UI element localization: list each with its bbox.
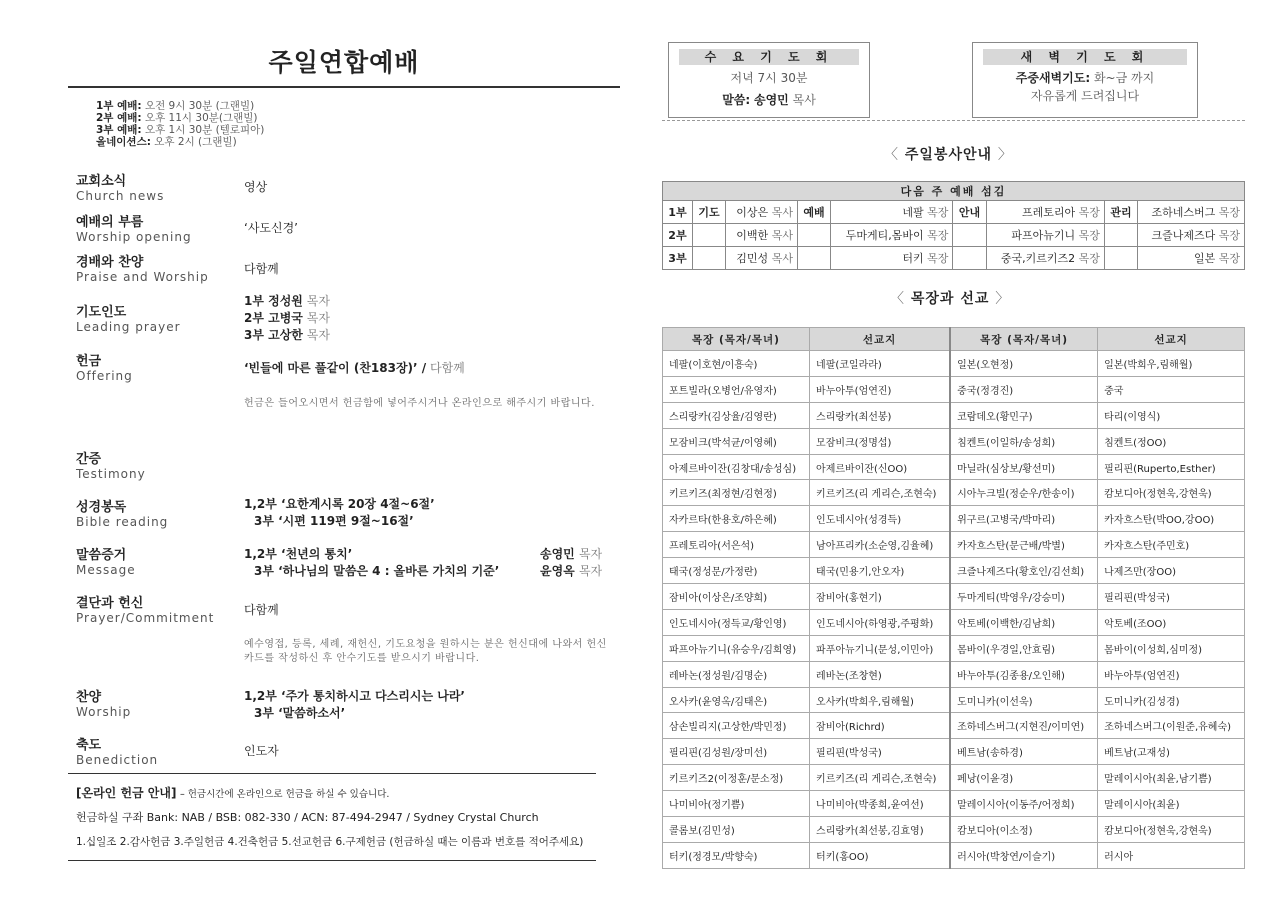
dawn-days: 주중새벽기도: 화~금 까지 [1015,71,1155,85]
mission-cell: 인도네시아(성경득) [810,506,951,532]
table-row: 1부 기도 이상은 목사 예배 네팔 목장 안내 프레토리아 목장 관리 조하네스버그 목장 [663,201,1245,224]
table-row [663,532,1245,558]
section-opening: 예배의 부름 Worship opening [76,215,192,244]
dawn-note: 자유롭게 드려집니다 [1030,89,1140,103]
news-content: 영상 [244,180,268,194]
mission-cell: 러시아 [1098,842,1245,868]
service-time-3: 3부 예배: 오후 1시 30분 (텔로피아) [96,124,265,136]
header-mission: 선교지 [1098,328,1245,351]
group-cell: 레바논(정성원/김명순) [663,661,810,687]
mission-cell: 바누아투(엄연진) [810,376,951,402]
mission-cell: 잠비아(Richrd) [810,713,951,739]
section-message: 말씀증거 Message [76,548,136,577]
service-caption: 다음 주 예배 섬김 [663,182,1245,201]
section-reading: 성경봉독 Bible reading [76,500,169,529]
header-mission: 선교지 [810,328,951,351]
table-row [663,428,1245,454]
dawn-title: 새 벽 기 도 회 [983,49,1187,65]
table-row [663,402,1245,428]
group-cell: 위구르(고병국/박마리) [950,506,1098,532]
group-cell: 조하네스버그(지현진/이미연) [950,713,1098,739]
mission-cell: 일본(박희우,림해월) [1098,351,1245,377]
group-cell: 러시아(박창연/이슬기) [950,842,1098,868]
mission-cell: 도미니카(김성경) [1098,687,1245,713]
commit-note: 예수영접, 등록, 세례, 재헌신, 기도요청을 원하시는 분은 헌신대에 나와서 헌신카드를 작성하신 후 안수기도를 받으시기 바랍니다. [244,639,607,664]
mission-cell: 베트남(고재성) [1098,739,1245,765]
reading-content: 1,2부 ‘요한계시록 20장 4절~6절’ 3부 ‘시편 119편 9절~16절’ [244,497,435,528]
group-cell: 나미비아(정기쁨) [663,791,810,817]
mission-cell: 아제르바이잔(신OO) [810,454,951,480]
table-row [663,739,1245,765]
section-hymn: 찬양 Worship [76,690,132,719]
group-cell: 크즐나제즈다(황호인/김선희) [950,558,1098,584]
table-row [663,376,1245,402]
table-row [663,765,1245,791]
online-account: 헌금하실 구좌 Bank: NAB / BSB: 082-330 / ACN: 87-494-2947 / Sydney Crystal Church [76,811,539,824]
mission-cell: 레바논(조창현) [810,661,951,687]
group-cell: 필리핀(김성원/장미선) [663,739,810,765]
group-cell: 페낭(이윤경) [950,765,1098,791]
group-cell: 도미니카(이선욱) [950,687,1098,713]
service-table [662,181,1245,270]
table-row [663,558,1245,584]
mission-cell: 나미비아(박종희,윤여선) [810,791,951,817]
group-cell: 콜롬보(김민성) [663,817,810,843]
group-cell: 태국(정성문/가정란) [663,558,810,584]
mission-cell: 타리(이영식) [1098,402,1245,428]
group-cell: 시아누크빌(정순우/한송이) [950,480,1098,506]
hymn-content: 1,2부 ‘주가 통치하시고 다스리시는 나라’ 3부 ‘말씀하소서’ [244,689,465,720]
mission-cell: 나제즈만(장OO) [1098,558,1245,584]
mission-cell: 바누아투(엄연진) [1098,661,1245,687]
group-cell: 네팔(이호현/이흥숙) [663,351,810,377]
table-row [663,480,1245,506]
online-types: 1.십일조 2.감사헌금 3.주일헌금 4.건축헌금 5.선교헌금 6.구제헌금 (헌금하실 때는 이름과 번호를 적어주세요) [76,836,584,848]
mission-table [662,327,1245,869]
section-news: 교회소식 Church news [76,174,165,203]
mission-cell: 필리핀(박성국) [810,739,951,765]
mission-cell: 캄보디아(정현욱,강현욱) [1098,480,1245,506]
table-row [663,584,1245,610]
section-commit: 결단과 헌신 Prayer/Commitment [76,596,215,625]
message-speakers: 송영민 목자 윤영옥 목자 [540,547,603,578]
mission-cell: 필리핀(박성국) [1098,584,1245,610]
mission-cell: 몸바이(이성희,심미정) [1098,635,1245,661]
bene-content: 인도자 [244,744,279,758]
mission-heading: 〈 목장과 선교 〉 [890,291,1011,307]
group-cell: 두마게티(박영우/강승미) [950,584,1098,610]
group-cell: 악토베(이백한/김남희) [950,609,1098,635]
commit-content: 다함께 [244,603,279,617]
group-cell: 베트남(송하경) [950,739,1098,765]
group-cell: 파프아뉴기니(유승우/김희영) [663,635,810,661]
opening-content: ‘사도신경’ [244,221,298,235]
service-heading: 〈 주일봉사안내 〉 [884,147,1013,163]
mission-cell: 필리핀(Ruperto,Esther) [1098,454,1245,480]
table-row [663,609,1245,635]
group-cell: 자카르타(한용호/하은혜) [663,506,810,532]
header-group: 목장 (목자/목녀) [663,328,810,351]
mission-cell: 악토베(조OO) [1098,609,1245,635]
mission-cell: 오사카(박희우,림해월) [810,687,951,713]
mission-cell: 말레이시아(최윤,남기쁨) [1098,765,1245,791]
mission-cell: 중국 [1098,376,1245,402]
service-time-1: 1부 예배: 오전 9시 30분 (그랜빌) [96,100,255,112]
group-cell: 캄보디아(이소정) [950,817,1098,843]
group-cell: 마닐라(심상보/황선미) [950,454,1098,480]
group-cell: 말레이시아(이동주/어정희) [950,791,1098,817]
table-row [663,454,1245,480]
group-cell: 일본(오현정) [950,351,1098,377]
wednesday-time: 저녁 7시 30분 [730,71,808,85]
table-row [663,791,1245,817]
group-cell: 키르키즈2(이정훈/문소정) [663,765,810,791]
offering-note: 헌금은 들어오시면서 헌금함에 넣어주시거나 온라인으로 해주시기 바랍니다. [244,398,595,409]
group-cell: 몸바이(우경일,안효림) [950,635,1098,661]
mission-cell: 카자흐스탄(주민호) [1098,532,1245,558]
group-cell: 바누아투(김종용/오인해) [950,661,1098,687]
table-row: 3부 김민성 목사 터키 목장 중국,키르키즈2 목장 일본 목장 [663,247,1245,270]
table-row [663,817,1245,843]
service-time-4: 올네이션스: 오후 2시 (그랜빌) [96,136,237,148]
wednesday-prayer-box [668,42,870,118]
mission-cell: 키르키즈(리 게리슨,조현숙) [810,765,951,791]
table-row: 2부 이백한 목사 두마게티,몸바이 목장 파프아뉴기니 목장 크즐나제즈다 목장 [663,224,1245,247]
section-testimony: 간증 Testimony [76,452,146,481]
group-cell: 침켄트(이일하/송성희) [950,428,1098,454]
group-cell: 터키(정경모/박향숙) [663,842,810,868]
header-group: 목장 (목자/목녀) [950,328,1098,351]
group-cell: 키르키즈(최정현/김현정) [663,480,810,506]
table-row [663,351,1245,377]
group-cell: 아제르바이잔(김창대/송성심) [663,454,810,480]
service-times [96,100,620,148]
mission-cell: 키르키즈(리 게리슨,조현숙) [810,480,951,506]
table-row [663,713,1245,739]
group-cell: 모잠비크(박석균/이영혜) [663,428,810,454]
mission-rows [663,351,1245,869]
mission-cell: 태국(민용기,안오자) [810,558,951,584]
section-offering: 헌금 Offering [76,354,133,383]
group-cell: 중국(정경진) [950,376,1098,402]
praise-content: 다함께 [244,262,279,276]
table-row [663,506,1245,532]
prayer-content: 1부 정성원 목자 2부 고병국 목자 3부 고상한 목자 [244,294,330,342]
group-cell: 잠비아(이상은/조양희) [663,584,810,610]
dawn-prayer-box [972,42,1198,118]
online-offering-info: [온라인 헌금 안내] – 헌금시간에 온라인으로 헌금을 하실 수 있습니다. [76,786,390,800]
table-row [663,661,1245,687]
mission-cell: 침켄트(정OO) [1098,428,1245,454]
wednesday-speaker: 말씀: 송영민 목사 [722,93,816,107]
dashed-divider [662,120,1245,121]
service-time-2: 2부 예배: 오후 11시 30분(그랜빌) [96,112,258,124]
mission-cell: 카자흐스탄(박OO,강OO) [1098,506,1245,532]
mission-cell: 파푸아뉴기니(문성,이민아) [810,635,951,661]
section-prayer: 기도인도 Leading prayer [76,305,181,334]
bulletin-order [68,40,620,848]
online-bottom-divider [68,860,596,861]
online-top-divider [68,773,596,774]
mission-cell: 캄보디아(정현욱,강현욱) [1098,817,1245,843]
page-title: 주일연합예배 [268,48,420,77]
group-cell: 프레토리아(서은석) [663,532,810,558]
title-divider [68,86,620,88]
group-cell: 인도네시아(정득교/황인영) [663,609,810,635]
mission-cell: 네팔(코일라라) [810,351,951,377]
wednesday-title: 수 요 기 도 회 [679,49,859,65]
mission-cell: 스리랑카(최선봉,김효영) [810,817,951,843]
group-cell: 스리랑카(김상율/김영란) [663,402,810,428]
table-row [663,635,1245,661]
mission-cell: 스리랑카(최선봉) [810,402,951,428]
group-cell: 카자흐스탄(문근배/박별) [950,532,1098,558]
mission-cell: 잠비아(홍현기) [810,584,951,610]
mission-cell: 말레이시아(최윤) [1098,791,1245,817]
group-cell: 코람데오(황민구) [950,402,1098,428]
table-row [663,842,1245,868]
section-bene: 축도 Benediction [76,738,159,767]
offering-content: ‘빈들에 마른 풀같이 (찬183장)’ / 다함께 [244,361,465,375]
mission-cell: 조하네스버그(이원준,유혜숙) [1098,713,1245,739]
mission-cell: 인도네시아(하영광,주평화) [810,609,951,635]
group-cell: 포트빌라(오병언/유영자) [663,376,810,402]
mission-cell: 터키(홍OO) [810,842,951,868]
message-content: 1,2부 ‘천년의 통치’ 3부 ‘하나님의 말씀은 4 : 올바른 가치의 기준’ [244,547,500,578]
table-row [663,687,1245,713]
mission-cell: 모잠비크(정명섭) [810,428,951,454]
group-cell: 오사카(윤영옥/김태은) [663,687,810,713]
group-cell: 삼손빌리지(고상한/박민정) [663,713,810,739]
mission-cell: 남아프리카(소순영,김율혜) [810,532,951,558]
section-praise: 경배와 찬양 Praise and Worship [76,255,209,284]
